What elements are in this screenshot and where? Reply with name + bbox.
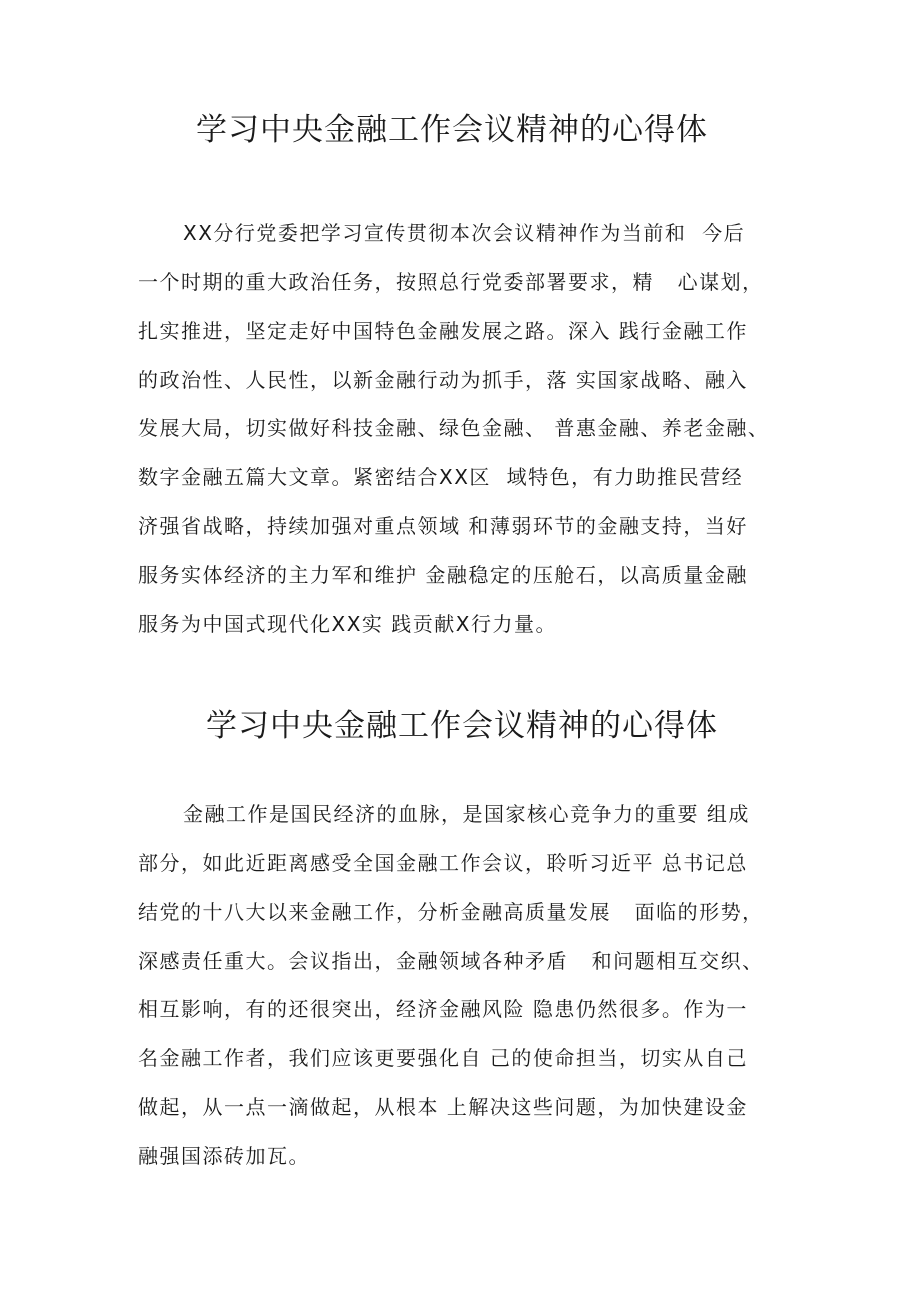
paragraph-line: 发展大局，切实做好科技金融、绿色金融、 普惠金融、养老金融、 xyxy=(138,416,770,440)
paragraph-line: XX分行党委把学习宣传贯彻本次会议精神作为当前和 今后 xyxy=(183,221,746,245)
section-1-title: 学习中央金融工作会议精神的心得体 xyxy=(196,112,708,148)
paragraph-line: 深感责任重大。会议指出，金融领域各种矛盾 和问题相互交织、 xyxy=(138,949,764,973)
paragraph-line: 做起，从一点一滴做起，从根本 上解决这些问题，为加快建设金 xyxy=(138,1095,748,1119)
paragraph-line: 相互影响，有的还很突出，经济金融风险 隐患仍然很多。作为一 xyxy=(138,997,748,1021)
paragraph-line: 一个时期的重大政治任务，按照总行党委部署要求，精 心谋划， xyxy=(138,270,764,294)
paragraph-line: 名金融工作者，我们应该更要强化自 己的使命担当，切实从自己 xyxy=(138,1046,748,1070)
paragraph-line: 济强省战略，持续加强对重点领域 和薄弱环节的金融支持，当好 xyxy=(138,514,748,538)
paragraph-line: 金融工作是国民经济的血脉，是国家核心竞争力的重要 组成 xyxy=(183,802,750,826)
paragraph-line: 服务实体经济的主力军和维护 金融稳定的压舱石，以高质量金融 xyxy=(138,563,748,587)
paragraph-line: 结党的十八大以来金融工作，分析金融高质量发展 面临的形势， xyxy=(138,900,764,924)
paragraph-line: 服务为中国式现代化XX实 践贡献X行力量。 xyxy=(138,612,557,636)
paragraph-line: 数字金融五篇大文章。紧密结合XX区 域特色，有力助推民营经 xyxy=(138,465,744,489)
paragraph-line: 的政治性、人民性，以新金融行动为抓手，落 实国家战略、融入 xyxy=(138,368,748,392)
paragraph-line: 扎实推进，坚定走好中国特色金融发展之路。深入 践行金融工作 xyxy=(138,319,748,343)
paragraph-line: 部分，如此近距离感受全国金融工作会议，聆听习近平 总书记总 xyxy=(138,851,748,875)
section-2-title: 学习中央金融工作会议精神的心得体 xyxy=(206,708,718,744)
paragraph-line: 融强国添砖加瓦。 xyxy=(138,1144,310,1168)
